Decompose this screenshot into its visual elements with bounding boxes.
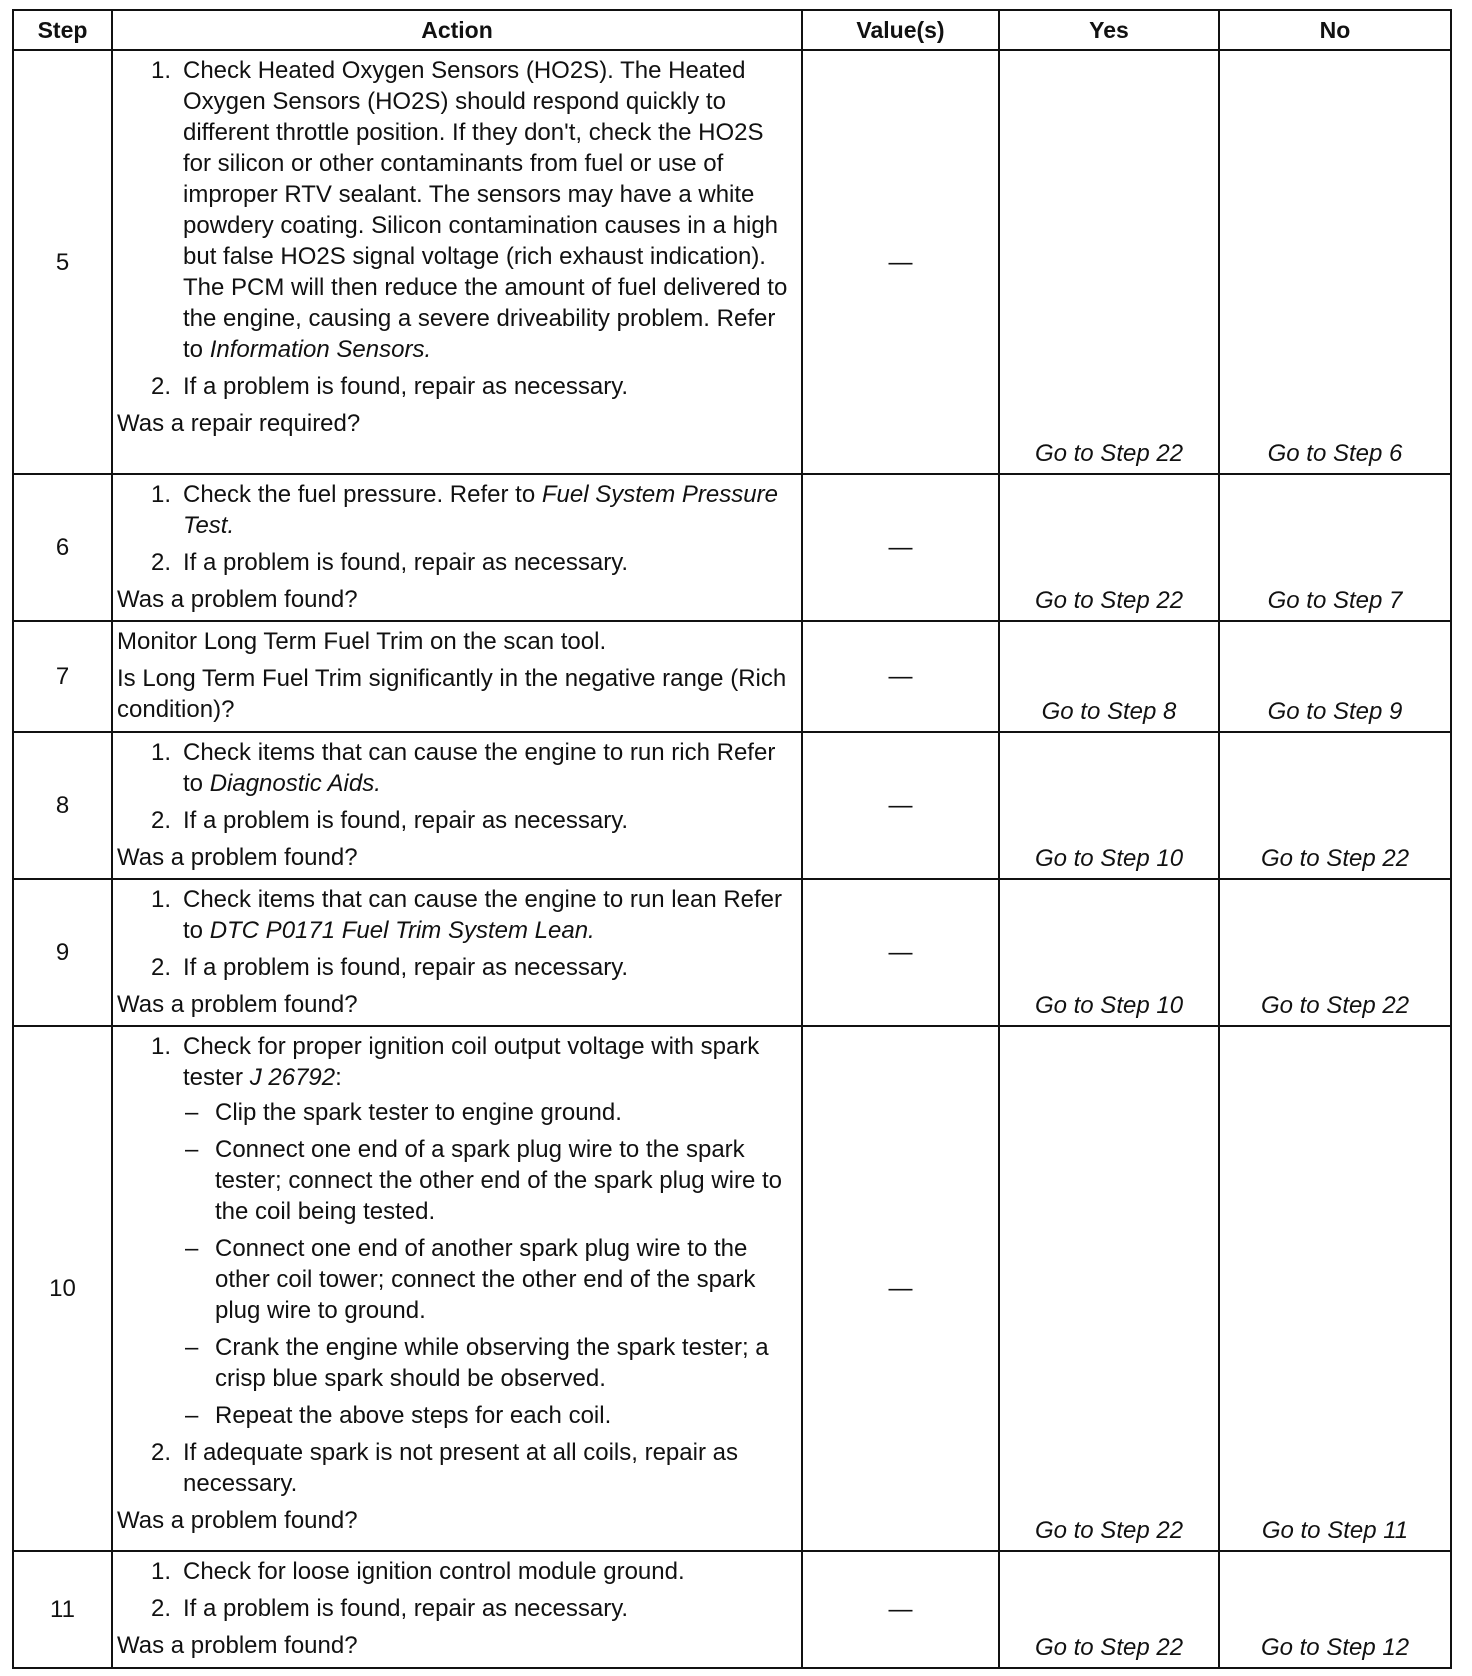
- yes-result: Go to Step 10: [999, 879, 1219, 1026]
- question: Was a problem found?: [117, 1632, 358, 1659]
- table-row: [13, 621, 1451, 732]
- list-item: 2. If a problem is found, repair as necessary.: [150, 807, 629, 834]
- step-number: 9: [13, 879, 112, 1026]
- action-list: [117, 55, 795, 402]
- yes-result: Go to Step 10: [999, 732, 1219, 879]
- sub-list-item: – Connect one end of a spark plug wire to the spark tester; connect the other end of the spark plug wire to the coil being tested.: [183, 1134, 795, 1227]
- action-list: [117, 1031, 795, 1499]
- value-cell: —: [802, 1551, 999, 1668]
- table-row: [13, 732, 1451, 879]
- value-cell: —: [802, 879, 999, 1026]
- list-item: 1. Check items that can cause the engine to run lean Refer to DTC P0171 Fuel Trim System Lean.: [150, 886, 783, 944]
- yes-result: Go to Step 22: [999, 1551, 1219, 1668]
- diagnostic-table-sheet: [12, 9, 1450, 1665]
- action-cell: [112, 1551, 802, 1668]
- no-result: Go to Step 22: [1219, 879, 1451, 1026]
- header-row: [13, 10, 1451, 50]
- question: Was a problem found?: [117, 991, 358, 1018]
- list-item: 2. If a problem is found, repair as necessary.: [150, 373, 629, 400]
- no-result: Go to Step 7: [1219, 474, 1451, 621]
- step-number: 8: [13, 732, 112, 879]
- header-no: No: [1219, 10, 1451, 50]
- action-cell: [112, 621, 802, 732]
- no-result: Go to Step 9: [1219, 621, 1451, 732]
- list-item: 2. If adequate spark is not present at all coils, repair as necessary.: [150, 1439, 738, 1497]
- list-item: 1. Check for proper ignition coil output voltage with spark tester J 26792: – Clip the spark tester to engine ground. – Connect one end of a spark plug wire to the spark tester; connect the other end of the spark plug wire to the coil being tested. – Connect one end of another spark plug wire to the other coil tower; connect the other end of the spark plug wire to ground. – Crank the engine while observing the spark tester; a crisp blue spark should be observed. – Repeat the above steps for each coil.: [117, 1031, 795, 1431]
- step-number: 7: [13, 621, 112, 732]
- step-number: 5: [13, 50, 112, 474]
- action-cell: [112, 50, 802, 474]
- action-list: [117, 737, 795, 836]
- sub-list: [183, 1097, 795, 1431]
- question: Was a problem found?: [117, 586, 358, 613]
- list-item: 1. Check the fuel pressure. Refer to Fuel System Pressure Test.: [150, 481, 778, 539]
- table-row: [13, 474, 1451, 621]
- step-number: 11: [13, 1551, 112, 1668]
- action-lead: Monitor Long Term Fuel Trim on the scan tool.: [117, 628, 607, 655]
- list-item: 1. Check Heated Oxygen Sensors (HO2S). The Heated Oxygen Sensors (HO2S) should respond quickly to different throttle position. If they don't, check the HO2S for silicon or other contaminants from fuel or use of improper RTV sealant. The sensors may have a white powdery coating. Silicon contamination causes in a high but false HO2S signal voltage (rich exhaust indication). The PCM will then reduce the amount of fuel delivered to the engine, causing a severe driveability problem. Refer to Information Sensors.: [150, 57, 788, 363]
- action-list: [117, 1556, 795, 1624]
- value-cell: —: [802, 474, 999, 621]
- header-yes: Yes: [999, 10, 1219, 50]
- table-row: [13, 1026, 1451, 1551]
- yes-result: Go to Step 22: [999, 50, 1219, 474]
- question: Was a repair required?: [117, 410, 361, 437]
- action-cell: [112, 732, 802, 879]
- header-action: Action: [112, 10, 802, 50]
- sub-list-item: – Repeat the above steps for each coil.: [183, 1400, 795, 1431]
- question: Is Long Term Fuel Trim significantly in the negative range (Rich condition)?: [117, 665, 787, 723]
- list-item: 2. If a problem is found, repair as necessary.: [150, 549, 629, 576]
- no-result: Go to Step 11: [1219, 1026, 1451, 1551]
- sub-list-item: – Crank the engine while observing the spark tester; a crisp blue spark should be observed.: [183, 1332, 795, 1394]
- question: Was a problem found?: [117, 844, 358, 871]
- list-item: 1. Check items that can cause the engine to run rich Refer to Diagnostic Aids.: [150, 739, 776, 797]
- no-result: Go to Step 22: [1219, 732, 1451, 879]
- yes-result: Go to Step 22: [999, 474, 1219, 621]
- header-step: Step: [13, 10, 112, 50]
- sub-list-item: – Clip the spark tester to engine ground.: [183, 1097, 795, 1128]
- no-result: Go to Step 6: [1219, 50, 1451, 474]
- action-list: [117, 479, 795, 578]
- no-result: Go to Step 12: [1219, 1551, 1451, 1668]
- yes-result: Go to Step 8: [999, 621, 1219, 732]
- action-cell: [112, 474, 802, 621]
- action-cell: [112, 1026, 802, 1551]
- question: Was a problem found?: [117, 1507, 358, 1534]
- value-cell: —: [802, 1026, 999, 1551]
- step-number: 10: [13, 1026, 112, 1551]
- table-row: [13, 879, 1451, 1026]
- sub-list-item: – Connect one end of another spark plug wire to the other coil tower; connect the other end of the spark plug wire to ground.: [183, 1233, 795, 1326]
- yes-result: Go to Step 22: [999, 1026, 1219, 1551]
- step-number: 6: [13, 474, 112, 621]
- list-item: 1. Check for loose ignition control module ground.: [150, 1558, 685, 1585]
- action-cell: [112, 879, 802, 1026]
- action-list: [117, 884, 795, 983]
- value-cell: —: [802, 621, 999, 732]
- table-row: [13, 50, 1451, 474]
- header-values: Value(s): [802, 10, 999, 50]
- diagnostic-table: [12, 9, 1452, 1669]
- value-cell: —: [802, 50, 999, 474]
- table-row: [13, 1551, 1451, 1668]
- value-cell: —: [802, 732, 999, 879]
- list-item: 2. If a problem is found, repair as necessary.: [150, 1595, 629, 1622]
- list-item: 2. If a problem is found, repair as necessary.: [150, 954, 629, 981]
